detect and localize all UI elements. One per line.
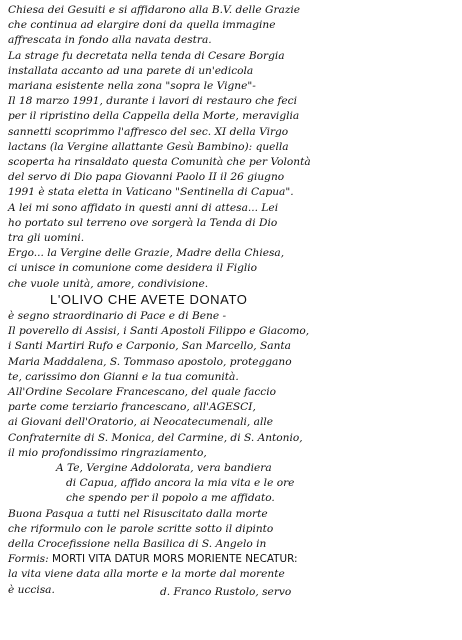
letter-line: lactans (la Vergine allattante Gesù Bambino): quella	[8, 140, 289, 153]
letter-line: la vita viene data alla morte e la morte dal morente	[8, 568, 285, 581]
letter-line: è segno straordinario di Pace e di Bene -	[8, 310, 227, 322]
letter-line: Maria Maddalena, S. Tommaso apostolo, proteggano	[8, 355, 292, 368]
letter-line: del servo di Dio papa Giovanni Paolo II il 26 giugno	[8, 171, 285, 184]
letter-line: 1991 è stata eletta in Vaticano "Sentinella di Capua".	[8, 186, 294, 199]
letter-line: ai Giovani dell'Oratorio, ai Neocatecumenali, alle	[8, 416, 274, 429]
letter-line: che vuole unità, amore, condivisione.	[8, 277, 209, 290]
letter-line: mariana esistente nella zona "sopra le Vigne"-	[8, 80, 256, 92]
letter-line: parte come terziario francescano, all'AGESCI,	[8, 401, 256, 414]
letter-line: i Santi Martiri Rufo e Carponio, San Marcello, Santa	[8, 340, 291, 353]
letter-line: Il poverello di Assisi, i Santi Apostoli Filippo e Giacomo,	[8, 325, 310, 338]
section-heading: L'OLIVO CHE AVETE DONATO	[50, 291, 248, 307]
latin-motto: MORTI VITA DATUR MORS MORIENTE NECATUR:	[52, 553, 298, 566]
letter-line: della Crocefissione nella Basilica di S. Angelo in	[8, 538, 267, 550]
letter-line: A lei mi sono affidato in questi anni di attesa... Lei	[8, 201, 279, 214]
letter-line: installata accanto ad una parete di un'edicola	[8, 64, 254, 77]
letter-line: Chiesa dei Gesuiti e si affidarono alla B.V. delle Grazie	[8, 4, 301, 16]
letter-line: ci unisce in comunione come desidera il Figlio	[8, 262, 258, 275]
letter-line: che riformulo con le parole scritte sotto il dipinto	[8, 522, 274, 535]
letter-line: Ergo... la Vergine delle Grazie, Madre della Chiesa,	[8, 247, 285, 260]
letter-line: te, carissimo don Gianni e la tua comunità.	[8, 370, 239, 383]
letter-line: Il 18 marzo 1991, durante i lavori di restauro che feci	[8, 95, 297, 108]
signature: d. Franco Rustolo, servo	[160, 585, 292, 598]
letter-line: ho portato sul terreno ove sorgerà la Tenda di Dio	[8, 216, 278, 229]
letter-line: affrescata in fondo alla navata destra.	[8, 34, 212, 47]
letter-line: per il ripristino della Cappella della Morte, meraviglia	[8, 110, 300, 123]
letter-line-formis: Formis:	[8, 553, 49, 566]
letter-line: tra gli uomini.	[8, 232, 85, 244]
letter-line: All'Ordine Secolare Francescano, del quale faccio	[8, 386, 276, 398]
letter-line: che spendo per il popolo a me affidato.	[66, 492, 275, 505]
letter-line: scoperta ha rinsaldato questa Comunità che per Volontà	[8, 156, 311, 168]
letter-line: di Capua, affido ancora la mia vita e le ore	[66, 477, 295, 490]
letter-line: A Te, Vergine Addolorata, vera bandiera	[56, 462, 272, 474]
letter-line: che continua ad elargire doni da quella immagine	[8, 19, 276, 32]
letter-line: sannetti scoprimmo l'affresco del sec. XI della Virgo	[8, 125, 289, 138]
letter-line: è uccisa.	[8, 583, 55, 596]
letter-line: il mio profondissimo ringraziamento,	[8, 446, 207, 459]
letter-line: Buona Pasqua a tutti nel Risuscitato dalla morte	[8, 507, 268, 520]
letter-line: Confraternite di S. Monica, del Carmine, di S. Antonio,	[8, 431, 303, 444]
letter-line: La strage fu decretata nella tenda di Cesare Borgia	[8, 49, 285, 62]
